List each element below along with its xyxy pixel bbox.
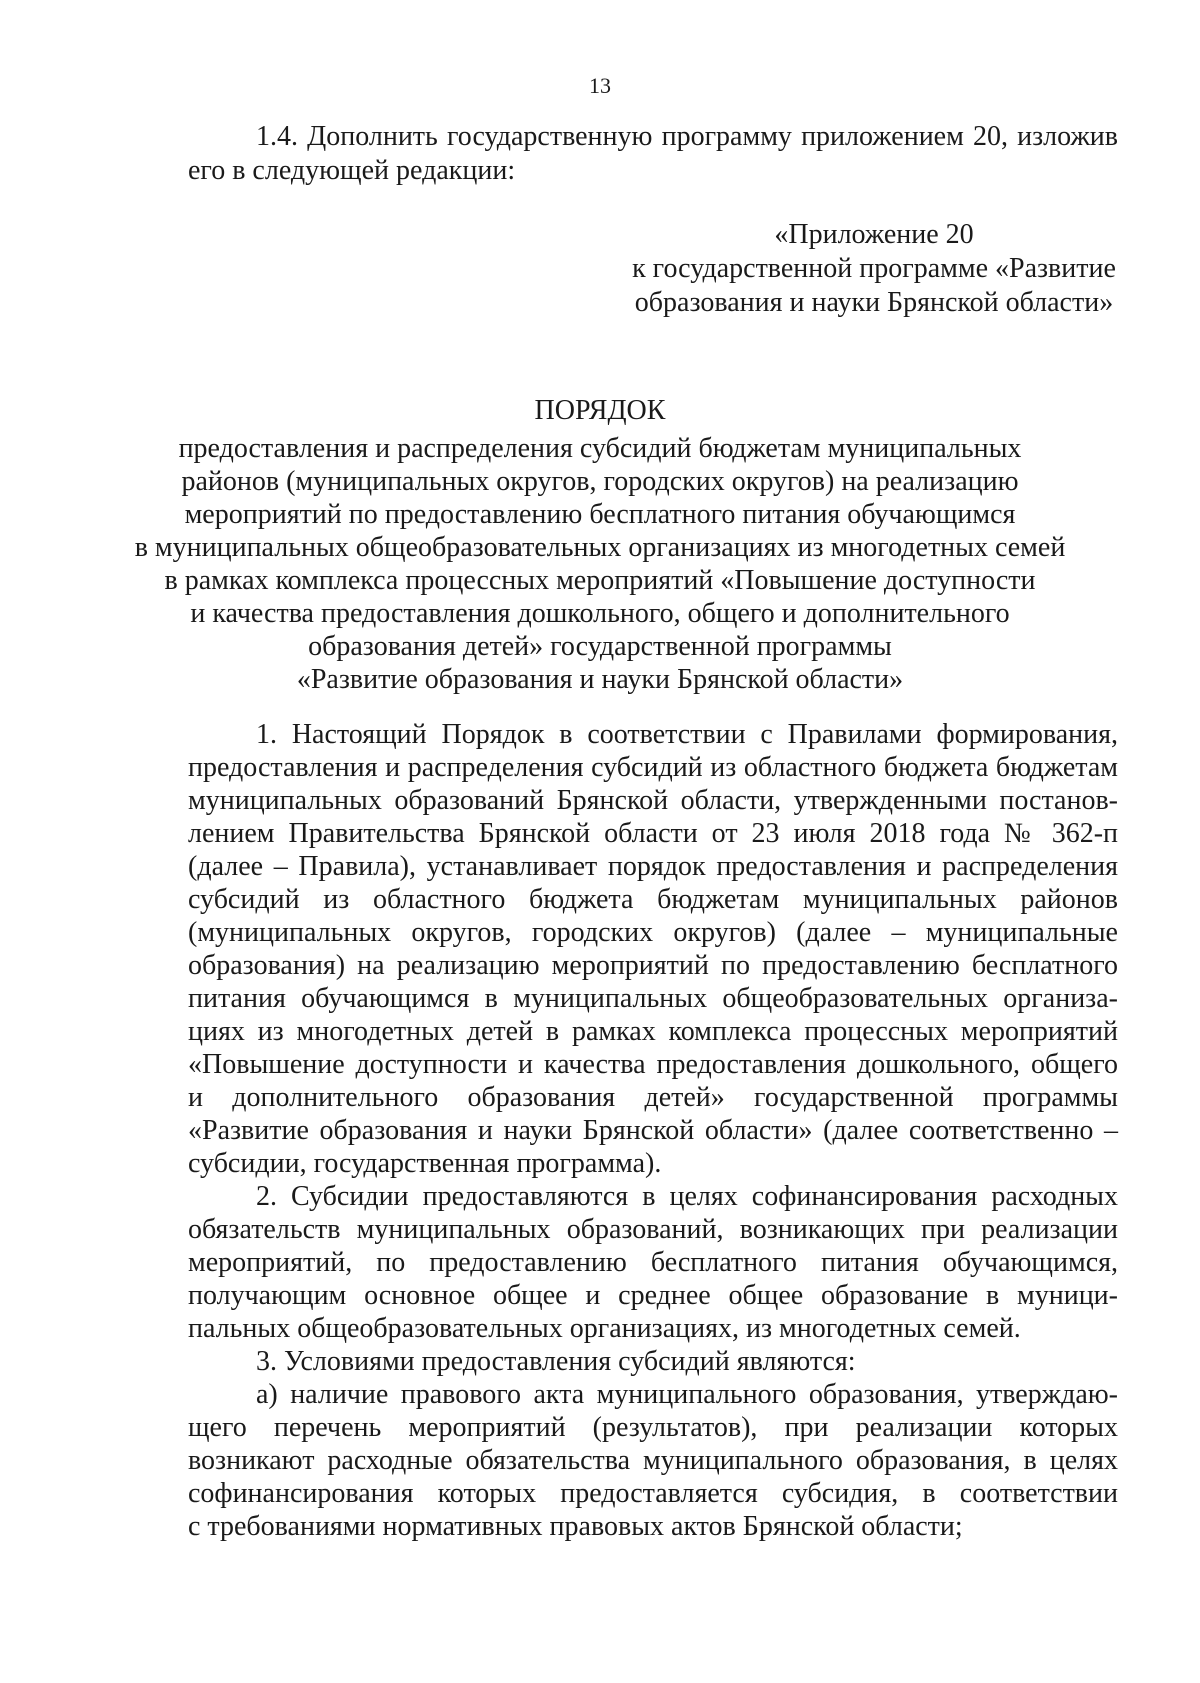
paragraph-1-line: «Повышение доступности и качества предоставления дошкольного, общего (188, 1049, 1118, 1080)
paragraph-1-line: предоставления и распределения субсидий из областного бюджета бюджетам (188, 752, 1118, 783)
paragraph-2-line: пальных общеобразовательных организациях, из многодетных семей. (188, 1313, 1021, 1344)
paragraph-1-line: субсидии, государственная программа). (188, 1148, 662, 1179)
intro-line: его в следующей редакции: (188, 155, 516, 186)
subparagraph-a-line: софинансирования которых предоставляется субсидия, в соответствии (188, 1478, 1118, 1509)
title-line: образования детей» государственной программы (308, 631, 892, 662)
paragraph-1-line: образования) на реализацию мероприятий по предоставлению бесплатного (188, 950, 1118, 981)
paragraph-1-line: (муниципальных округов, городских округов) (далее – муниципальные (188, 917, 1118, 948)
intro-line: 1.4. Дополнить государственную программу приложением 20, изложив (256, 121, 1118, 152)
subparagraph-a-line: а) наличие правового акта муниципального образования, утверждаю- (256, 1379, 1118, 1410)
subparagraph-a-line: с требованиями нормативных правовых актов Брянской области; (188, 1511, 963, 1542)
title-line: предоставления и распределения субсидий бюджетам муниципальных (178, 433, 1022, 464)
subparagraph-a-line: возникают расходные обязательства муниципального образования, в целях (188, 1445, 1118, 1476)
paragraph-1-line: лением Правительства Брянской области от 23 июля 2018 года № 362-п (188, 818, 1118, 849)
paragraph-3-line: 3. Условиями предоставления субсидий являются: (256, 1346, 856, 1377)
appendix-header-line: образования и науки Брянской области» (634, 287, 1114, 318)
paragraph-1-line: «Развитие образования и науки Брянской области» (далее соответственно – (188, 1115, 1118, 1146)
paragraph-2-line: обязательств муниципальных образований, возникающих при реализации (188, 1214, 1118, 1245)
subparagraph-a-line: щего перечень мероприятий (результатов), при реализации которых (188, 1412, 1118, 1443)
paragraph-1-line: муниципальных образований Брянской области, утвержденными постанов- (188, 785, 1118, 816)
paragraph-1-line: питания обучающимся в муниципальных общеобразовательных организа- (188, 983, 1118, 1014)
paragraph-1-line: субсидий из областного бюджета бюджетам муниципальных районов (188, 884, 1118, 915)
paragraph-1-line: циях из многодетных детей в рамках комплекса процессных мероприятий (188, 1016, 1118, 1047)
paragraph-1-line: 1. Настоящий Порядок в соответствии с Правилами формирования, (256, 719, 1118, 750)
document-title: ПОРЯДОК (534, 395, 666, 426)
appendix-header-line: к государственной программе «Развитие (632, 253, 1116, 284)
paragraph-1-line: (далее – Правила), устанавливает порядок предоставления и распределения (188, 851, 1118, 882)
title-line: районов (муниципальных округов, городских округов) на реализацию (181, 466, 1019, 497)
title-line: мероприятий по предоставлению бесплатного питания обучающимся (184, 499, 1016, 530)
appendix-header-line: «Приложение 20 (774, 219, 974, 250)
title-line: «Развитие образования и науки Брянской области» (296, 664, 904, 695)
title-line: в рамках комплекса процессных мероприятий «Повышение доступности (164, 565, 1036, 596)
page-number: 13 (589, 73, 611, 98)
title-line: в муниципальных общеобразовательных организациях из многодетных семей (134, 532, 1066, 563)
paragraph-2-line: 2. Субсидии предоставляются в целях софинансирования расходных (256, 1181, 1118, 1212)
paragraph-2-line: получающим основное общее и среднее общее образование в муници- (188, 1280, 1118, 1311)
title-line: и качества предоставления дошкольного, общего и дополнительного (190, 598, 1010, 629)
paragraph-1-line: и дополнительного образования детей» государственной программы (188, 1082, 1118, 1113)
paragraph-2-line: мероприятий, по предоставлению бесплатного питания обучающимся, (188, 1247, 1118, 1278)
